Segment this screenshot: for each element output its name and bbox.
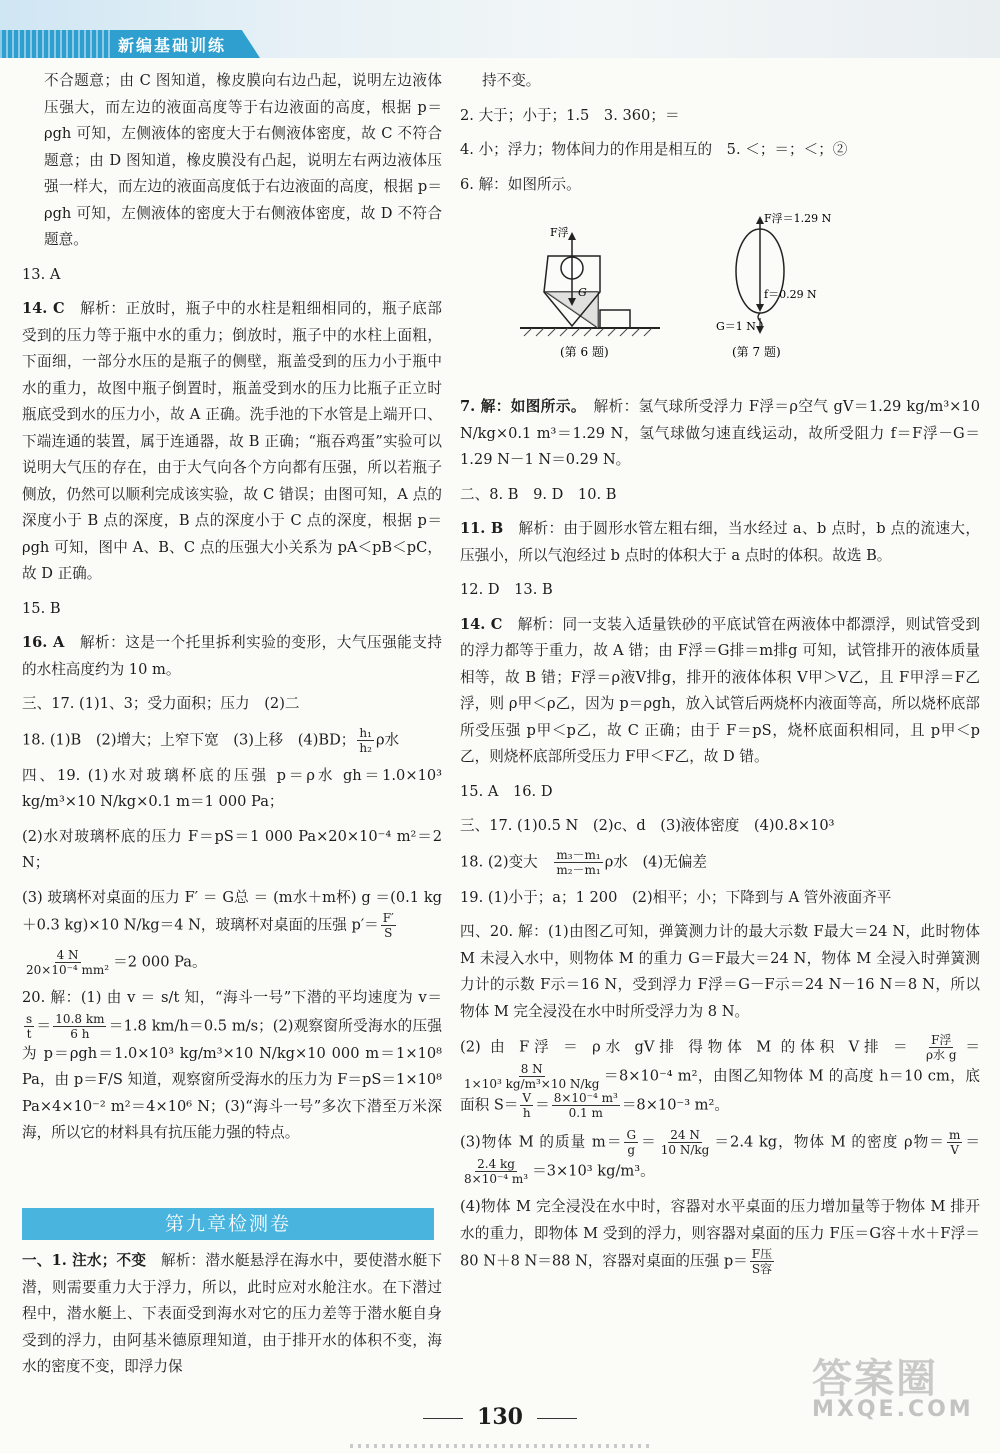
answer-20-part2-end: ＝8×10⁻³ m²。 bbox=[621, 1096, 729, 1114]
answer-13: 13. A bbox=[22, 265, 61, 283]
left-column-bottom bbox=[22, 1248, 442, 1389]
fraction-g-g bbox=[624, 1128, 638, 1157]
answer-18-text: 18. (1)B (2)增大；上窄下宽 (3)上移 (4)BD； bbox=[22, 731, 356, 748]
answer-11 bbox=[460, 516, 980, 569]
answer-20-part2-text: (2) 由 F浮 ＝ ρ水 gV排 得物体 M 的体积 V排 ＝ bbox=[460, 1038, 913, 1056]
left-column bbox=[22, 68, 442, 1155]
fraction-denominator: 20×10⁻⁴ mm² bbox=[26, 963, 110, 977]
fraction-m-v bbox=[947, 1128, 962, 1157]
fraction-numerator: 10.8 km bbox=[55, 1011, 105, 1026]
answer-20-right-part3: (3)物体 M 的质量 m＝ $\frac{G}{g}$ ＝ $\frac{24 N}{10 N/kg}$ ＝2.4 kg，物体 M 的密度 ρ物＝ $\frac{m}{V}$ ＝ $\frac{2.4 kg}{\text{8×10⁻⁴ m³}}$ ＝3×10³ kg/m³。 bbox=[460, 1128, 980, 1186]
fraction-numerator: G bbox=[626, 1128, 637, 1142]
page-dash-left bbox=[423, 1418, 463, 1419]
page-number-text: 130 bbox=[477, 1404, 523, 1430]
fraction-numerator: 8×10⁻⁴ m³ bbox=[553, 1091, 618, 1105]
fraction-denominator: 6 h bbox=[70, 1026, 90, 1041]
answer-20-continued: ＝1.8 km/h＝0.5 m/s；(2)观察窗所受海水的压强为 p＝ρgh＝1.0×10³ kg/m³×10 N/kg×10 000 m＝1×10⁸ Pa，由 p＝F/S 知道，观察窗所受海水的压力为 F＝pS＝1×10⁸ Pa×4×10⁻² m²＝4×10⁶ N；(3)“海斗一号”多次下潜至万米深海，所以它的材料具有抗压能力强的特点。 bbox=[22, 1017, 442, 1141]
fraction-pressure-final bbox=[750, 1247, 774, 1276]
fraction-h1-h2 bbox=[357, 726, 374, 755]
fraction-denominator: 1×10³ kg/m³×10 N/kg bbox=[464, 1077, 600, 1091]
answer-20-right-part1: 四、20. 解：(1)由图乙可知，弹簧测力计的最大示数 F最大＝24 N，此时物体 M 未浸入水中，则物体 M 的重力 G＝F最大＝24 N，物体 M 全浸入时弹簧测力计的示数 F示＝16 N，受到浮力 F浮＝G－F示＝24 N－16 N＝8 N，所以物体 M 完全浸没在水中时所受浮力为 8 N。 bbox=[460, 923, 980, 1020]
answer-20-part3-text: (3)物体 M 的质量 m＝ bbox=[460, 1133, 623, 1151]
section-banner: 第九章检测卷 bbox=[22, 1208, 434, 1240]
answer-7-label: 7. 解：如图所示。 bbox=[460, 398, 579, 415]
answer-14-right-label: 14. C bbox=[460, 615, 503, 633]
answer-17-right: 三、17. (1)0.5 N (2)c、d (3)液体密度 (4)0.8×10³ bbox=[460, 817, 835, 834]
answer-20-part3-mid: ＝2.4 kg，物体 M 的密度 ρ物＝ bbox=[713, 1133, 945, 1151]
fraction-denominator: g bbox=[627, 1143, 636, 1157]
fraction-volume-value bbox=[462, 1062, 601, 1091]
right-column bbox=[460, 68, 980, 1284]
answer-20: 20. 解：(1) 由 v ＝ s/t 知，“海斗一号”下潜的平均速度为 v＝ $\frac{s}{t}$ ＝ $\frac{10.8 km}{6 h}$ ＝1.8 km/h＝0.5 m/s；(2)观察窗所受海水的压强为 p＝ρgh＝1.0×10³ kg/m³×10 N/kg×10 000 m＝1×10⁸ Pa，由 p＝F/S 知道，观察窗所受海水的压力为 F＝pS＝1×10⁸ Pa×4×10⁻² m²＝4×10⁶ N；(3)“海斗一号”多次下潜至万米深海，所以它的材料具有抗压能力强的特点。 bbox=[22, 989, 442, 1141]
answer-14 bbox=[22, 296, 442, 588]
fig7-label-buoyancy: F浮＝1.29 N bbox=[764, 212, 832, 225]
answer-18-right-text: 18. (2)变大 bbox=[460, 853, 538, 870]
chapter9-answer-1-label: 一、1. 注水；不变 bbox=[22, 1252, 147, 1269]
answer-7 bbox=[460, 394, 980, 474]
fig6-label-gravity: G bbox=[578, 286, 587, 299]
answer-14-label: 14. C bbox=[22, 300, 65, 317]
answer-4-5: 4. 小；浮力；物体间力的作用是相互的 5. ＜；＝；＜；② bbox=[460, 141, 848, 158]
answer-16 bbox=[22, 630, 442, 683]
fraction-denominator: ρ水 g bbox=[925, 1048, 957, 1062]
chapter9-answer-1-text: 解析：潜水艇悬浮在海水中，要使潜水艇下潜，则需要重力大于浮力，所以，此时应对水舱注水。在下潜过程中，潜水艇上、下表面受到海水对它的压力差等于潜水艇自身受到的浮力，由阿基米德原理知道，由于排开水的体积不变，海水的密度不变，即浮力保 bbox=[22, 1252, 442, 1375]
fraction-numerator: F压 bbox=[751, 1247, 773, 1261]
fraction-mass-value bbox=[659, 1128, 712, 1157]
fraction-denominator: 8×10⁻⁴ m³ bbox=[464, 1172, 529, 1186]
answer-20-text: 20. 解：(1) 由 v ＝ s/t 知，“海斗一号”下潜的平均速度为 v＝ bbox=[22, 989, 442, 1006]
fraction-density-value bbox=[462, 1157, 530, 1186]
answer-17: 三、17. (1)1、3；受力面积；压力 (2)二 bbox=[22, 695, 300, 712]
answer-14-right bbox=[460, 612, 980, 771]
fraction-numerator: s bbox=[26, 1011, 33, 1026]
fraction-numerator: 8 N bbox=[520, 1062, 543, 1076]
answer-11-text: 解析：由于圆形水管左粗右细，当水经过 a、b 点时，b 点的流速大，压强小，所以气泡经过 b 点时的体积大于 a 点时的体积。故选 B。 bbox=[460, 520, 980, 564]
answer-20-part3-end: ＝3×10³ kg/m³。 bbox=[532, 1162, 655, 1180]
figure-7 bbox=[716, 212, 832, 359]
answer-19d bbox=[22, 948, 442, 977]
answer-11-label: 11. B bbox=[460, 520, 504, 537]
watermark bbox=[812, 1356, 982, 1425]
fraction-numerator: m₃－m₁ bbox=[556, 847, 601, 862]
figures-6-7 bbox=[460, 206, 980, 386]
answer-15: 15. B bbox=[22, 599, 61, 617]
answer-18-right bbox=[460, 848, 980, 877]
chapter9-answer-1 bbox=[22, 1248, 442, 1381]
block bbox=[600, 310, 630, 328]
answer-20-part2-mid: ＝8×10⁻⁴ m²，由图乙知物体 M 的高度 h＝10 cm，底面积 S＝ bbox=[460, 1067, 980, 1114]
fraction-mass-ratio bbox=[554, 848, 602, 877]
answer-14-right-text: 解析：同一支装入适量铁砂的平底试管在两液体中都漂浮，则试管受到的浮力都等于重力，故 A 错；由 F浮＝G排＝m排g 可知，试管排开的液体质量相等，故 B 错；F浮＝ρ液V排g，排开的液体体积 V甲＞V乙，且 F甲浮＝F乙浮，则 ρ甲＜ρ乙，因为 p＝ρgh，放入试管后两烧杯内液面等高，所以烧杯底部所受压强 p甲＜p乙，故 C 正确；由于 F＝pS，烧杯底面积相同，且 p甲＜p乙，则烧杯底部所受压力 F甲＜F乙，故 D 错。 bbox=[460, 615, 980, 765]
header-bar bbox=[0, 0, 1000, 58]
fraction-denominator: 0.1 m bbox=[568, 1106, 603, 1120]
fraction-numerator: 2.4 kg bbox=[477, 1157, 515, 1171]
fraction-numerator: m bbox=[948, 1128, 961, 1142]
fraction-s-t bbox=[24, 1012, 34, 1041]
fraction-numerator: F浮 bbox=[931, 1033, 952, 1047]
answer-8-10: 二、8. B 9. D 10. B bbox=[460, 485, 617, 503]
answer-14-text: 解析：正放时，瓶子中的水柱是粗细相同的，瓶子底部受到的压力等于瓶中水的重力；倒放时，瓶子中的水柱上面粗，下面细，一部分水压的是瓶子的侧壁，瓶盖受到的压力小于瓶中水的重力，故图中瓶子倒置时，瓶盖受到水的压力比瓶子正立时瓶底受到水的压力小，故 A 正确。洗手池的下水管是上端开口、下端连通的装置，属于连通器，故 B 正确；“瓶吞鸡蛋”实验可以说明大气压的存在，由于大气向各个方向都有压强，所以若瓶子侧放，仍然可以顺利完成该实验，故 C 错误；由图可知，A 点的深度小于 B 点的深度，B 点的深度小于 C 点的深度，根据 p＝ρgh 可知，图中 A、B、C 点的压强大小关系为 pA＜pB＜pC，故 D 正确。 bbox=[22, 300, 442, 582]
answer-19-right: 19. (1)小于；a；1 200 (2)相平；小；下降到与 A 管外液面齐平 bbox=[460, 888, 892, 906]
fraction-denominator: V bbox=[950, 1143, 959, 1157]
answer-7-text: 解析：氢气球所受浮力 F浮＝ρ空气 gV＝1.29 kg/m³×10 N/kg×0.1 m³＝1.29 N，氢气球做匀速直线运动，故所受阻力 f＝F浮－G＝1.29 N－1 N＝0.29 N。 bbox=[460, 398, 980, 468]
fraction-area-value bbox=[552, 1091, 620, 1120]
page-dash-right bbox=[537, 1418, 577, 1419]
answer-16-text: 解析：这是一个托里拆利实验的变形，大气压强能支持的水柱高度约为 10 m。 bbox=[22, 634, 442, 678]
answer-18 bbox=[22, 726, 442, 755]
answer-18-right-suffix: ρ水 (4)无偏差 bbox=[604, 853, 707, 870]
answer-12-13: 12. D 13. B bbox=[460, 581, 553, 598]
answer-16-label: 16. A bbox=[22, 634, 65, 651]
fraction-numerator: V bbox=[522, 1091, 532, 1105]
fig7-label-gravity: G＝1 N bbox=[716, 320, 756, 333]
fraction-denominator: t bbox=[26, 1026, 32, 1041]
fraction-denominator: m₂－m₁ bbox=[556, 862, 601, 877]
fraction-denominator: S bbox=[384, 926, 393, 940]
fraction-numerator: F′ bbox=[382, 911, 394, 925]
fraction-volume bbox=[924, 1033, 959, 1062]
answer-19a: 四、19. (1)水对玻璃杯底的压强 p＝ρ水 gh＝1.0×10³ kg/m³×10 N/kg×0.1 m＝1 000 Pa； bbox=[22, 766, 442, 810]
answer-20-right-part4 bbox=[460, 1194, 980, 1276]
fig7-caption: (第 7 题) bbox=[732, 345, 781, 359]
fraction-denominator: S容 bbox=[751, 1262, 773, 1276]
answer-19d-result: ＝2 000 Pa。 bbox=[113, 953, 207, 971]
answer-2-3: 2. 大于；小于；1.5 3. 360；＝ bbox=[460, 106, 680, 124]
fig6-label-buoyancy: F浮 bbox=[550, 226, 569, 239]
fraction-denominator: h₂ bbox=[359, 740, 372, 755]
answer-12-continued: 不合题意；由 C 图知道，橡皮膜向右边凸起，说明左边液体压强大，而左边的液面高度等于右边液面的高度，根据 p＝ρgh 可知，左侧液体的密度大于右侧液体密度，故 C 不符合题意；由 D 图知道，橡皮膜没有凸起，说明左右两边液体压强一样大，而左边的液面高度低于右边液面的高度，根据 p＝ρgh 可知，左侧液体的密度大于右侧液体密度，故 D 不符合题意。 bbox=[44, 72, 442, 248]
answer-18-suffix: ρ水 bbox=[375, 731, 400, 748]
series-title: 新编基础训练 bbox=[118, 36, 227, 55]
footer-noise bbox=[350, 1444, 650, 1448]
fraction-pressure bbox=[24, 948, 111, 977]
fraction-denominator: 10 N/kg bbox=[660, 1143, 710, 1157]
fraction-f-s bbox=[381, 911, 396, 940]
answer-20-right-part2: (2) 由 F浮 ＝ ρ水 gV排 得物体 M 的体积 V排 ＝ $\frac{\text{F浮}}{\text{ρ水 g}}$ ＝ $\frac{8 N}{\text{1×10³ kg/m³×10 N/kg}}$ ＝8×10⁻⁴ m²，由图乙知物体 M 的高度 h＝10 cm，底面积 S＝ $\frac{V}{h}$ ＝ $\frac{\text{8×10⁻⁴ m³}}{0.1 m}$ ＝8×10⁻³ m²。 bbox=[460, 1033, 980, 1120]
watermark-top: 答案圈 bbox=[812, 1356, 938, 1402]
fraction-numerator: h₁ bbox=[359, 725, 372, 740]
fig7-label-friction: f＝0.29 N bbox=[764, 288, 817, 301]
watermark-bottom: MXQE.COM bbox=[812, 1397, 974, 1422]
fraction-v-h bbox=[520, 1091, 533, 1120]
header-decoration bbox=[0, 30, 110, 58]
fraction-denominator: h bbox=[522, 1106, 531, 1120]
fraction-speed bbox=[53, 1012, 106, 1041]
answer-20-part4-text: (4)物体 M 完全浸没在水中时，容器对水平桌面的压力增加量等于物体 M 排开水的重力，即物体 M 受到的浮力，则容器对桌面的压力 F压＝G容＋水＋F浮＝80 N＋8 N＝88 N，容器对桌面的压强 p＝ bbox=[460, 1198, 980, 1270]
fraction-numerator: 4 N bbox=[56, 948, 79, 962]
fraction-numerator: 24 N bbox=[670, 1128, 700, 1142]
answer-19b: (2)水对玻璃杯底的压力 F＝pS＝1 000 Pa×20×10⁻⁴ m²＝2 N； bbox=[22, 827, 442, 871]
answer-15-16: 15. A 16. D bbox=[460, 782, 553, 800]
figure-6 bbox=[520, 226, 660, 359]
answer-19c-text: (3) 玻璃杯对桌面的压力 F′ ＝ G总 ＝ (m水＋m杯) g ＝(0.1 kg＋0.3 kg)×10 N/kg＝4 N，玻璃杯对桌面的压强 p′＝ bbox=[22, 888, 442, 934]
fig6-caption: (第 6 题) bbox=[560, 345, 609, 359]
answer-19c bbox=[22, 885, 442, 941]
figure-svg bbox=[460, 206, 980, 386]
answer-1-continued: 持不变。 bbox=[482, 72, 541, 89]
answer-6: 6. 解：如图所示。 bbox=[460, 175, 581, 193]
